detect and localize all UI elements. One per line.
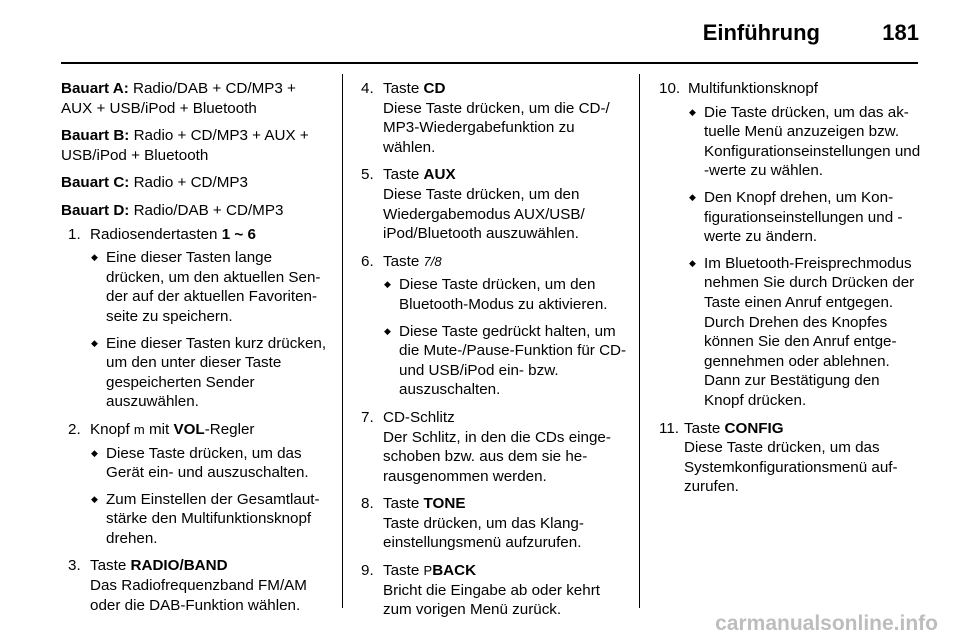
item-number: 4. bbox=[361, 80, 374, 97]
back-icon: P bbox=[423, 563, 433, 579]
item-number: 1. bbox=[68, 225, 81, 243]
item-description: Diese Taste drücken, um das Systemkonfigurationsmenü aufzurufen. bbox=[684, 439, 898, 496]
item-heading: Multifunktionsknopf bbox=[688, 80, 819, 97]
item-number: 5. bbox=[361, 166, 374, 184]
item-heading: Taste RADIO/BAND bbox=[90, 557, 228, 575]
item-number: 6. bbox=[361, 252, 374, 270]
variant-label: Bauart A: bbox=[61, 80, 129, 97]
column-divider-2 bbox=[639, 74, 640, 608]
bullet-item: ◆ Eine dieser Tasten lange drücken, um den aktuellen Sender auf der aktuellen Favoritenseite zu speichern. bbox=[90, 248, 329, 326]
list-item-7 bbox=[361, 408, 627, 486]
item-number: 11. bbox=[659, 419, 679, 437]
list-item-8 bbox=[361, 494, 627, 553]
item-description: Taste drücken, um das Klangeinstellungsmenü aufzurufen. bbox=[383, 514, 584, 552]
item-description: Der Schlitz, in den die CDs eingeschoben bzw. aus dem sie herausgenommen werden. bbox=[383, 428, 611, 485]
item-heading: Taste CD bbox=[383, 80, 446, 97]
item-heading: Taste 7/8 bbox=[383, 252, 442, 270]
variant-label: Bauart D: bbox=[61, 201, 130, 219]
bullet-item: ◆ Eine dieser Tasten kurz drücken, um den unter dieser Taste gespeicherten Sender auszuwählen. bbox=[90, 334, 329, 412]
column-3 bbox=[659, 79, 923, 505]
item-heading: Taste AUX bbox=[383, 166, 456, 184]
item-number: 2. bbox=[68, 420, 81, 438]
variant-c bbox=[61, 173, 329, 193]
list-item-2 bbox=[68, 420, 329, 549]
bullet-item: ◆ Diese Taste drücken, um das Gerät ein- und auszuschalten. bbox=[90, 444, 329, 483]
variant-text: Radio/DAB + CD/MP3 bbox=[129, 201, 284, 219]
variant-text: Radio + CD/MP3 bbox=[129, 174, 248, 192]
column-1 bbox=[61, 79, 329, 623]
variant-text: Radio/DAB + CD/MP3 + AUX + USB/iPod + Bluetooth bbox=[61, 80, 296, 117]
variant-b bbox=[61, 126, 329, 165]
item-description: Das Radiofrequenzband FM/AM oder die DAB-Funktion wählen. bbox=[90, 577, 307, 614]
bullet-item: ◆ Diese Taste gedrückt halten, um die Mute-/Pause-Funktion für CD- und USB/iPod ein- bzw. auszuschalten. bbox=[383, 322, 627, 400]
page-number: 181 bbox=[882, 20, 919, 45]
item-heading: CD-Schlitz bbox=[383, 408, 455, 426]
item-heading: Knopf m mit VOL-Regler bbox=[90, 420, 255, 438]
phone-mute-icon: 7/8 bbox=[423, 253, 442, 269]
item-number: 10. bbox=[659, 80, 681, 97]
list-item-11 bbox=[659, 419, 923, 497]
column-divider-1 bbox=[342, 74, 343, 608]
list-item-6 bbox=[361, 252, 627, 400]
bullet-item: ◆ Zum Einstellen der Gesamtlautstärke den Multifunktionsknopf drehen. bbox=[90, 490, 329, 549]
list-item-9 bbox=[361, 561, 627, 620]
item-heading: Radiosendertasten 1 ~ 6 bbox=[90, 225, 256, 243]
variant-text: Radio + CD/MP3 + AUX + USB/iPod + Bluetooth bbox=[61, 127, 309, 164]
item-number: 9. bbox=[361, 562, 374, 580]
column-2 bbox=[361, 79, 627, 628]
item-description: Diese Taste drücken, um die CD-/ MP3-Wiedergabefunktion zu wählen. bbox=[383, 99, 610, 156]
variant-label: Bauart C: bbox=[61, 174, 130, 192]
item-number: 8. bbox=[361, 495, 374, 513]
bullet-item: ◆ Im Bluetooth-Freisprechmodus nehmen Sie durch Drücken der Taste einen Anruf entgegen. Durch Drehen des Knopfes können Sie den Anruf entgegennehmen oder ablehnen. Dann zur Bestätigung den Knopf drücken. bbox=[688, 254, 923, 411]
item-description: Bricht die Eingabe ab oder kehrt zum vorigen Menü zurück. bbox=[383, 581, 600, 619]
list-item-5 bbox=[361, 165, 627, 243]
watermark: carmanualsonline.info bbox=[715, 612, 938, 635]
page-header-title: Einführung bbox=[702, 20, 820, 45]
bullet-item: ◆ Diese Taste drücken, um den Bluetooth-Modus zu aktivieren. bbox=[383, 275, 627, 314]
item-heading: Taste CONFIG bbox=[684, 419, 784, 437]
item-heading: Taste TONE bbox=[383, 495, 466, 513]
item-number: 3. bbox=[68, 557, 81, 575]
bullet-item: ◆ Den Knopf drehen, um Konfigurationseinstellungen und -werte zu ändern. bbox=[688, 188, 923, 247]
list-item-3 bbox=[68, 556, 329, 615]
item-number: 7. bbox=[361, 408, 374, 426]
variant-d bbox=[61, 201, 329, 221]
list-item-1 bbox=[68, 225, 329, 412]
item-heading: Taste PBACK bbox=[383, 562, 477, 580]
header-rule bbox=[61, 62, 918, 64]
list-item-10 bbox=[659, 79, 923, 411]
variant-label: Bauart B: bbox=[61, 127, 130, 145]
variant-a bbox=[61, 79, 329, 118]
bullet-item: ◆ Die Taste drücken, um das aktuelle Menü anzuzeigen bzw. Konfigurationseinstellungen und -werte zu wählen. bbox=[688, 103, 923, 181]
list-item-4 bbox=[361, 79, 627, 157]
power-icon: m bbox=[133, 421, 145, 437]
item-description: Diese Taste drücken, um den Wiedergabemodus AUX/USB/ iPod/Bluetooth auszuwählen. bbox=[383, 185, 585, 243]
